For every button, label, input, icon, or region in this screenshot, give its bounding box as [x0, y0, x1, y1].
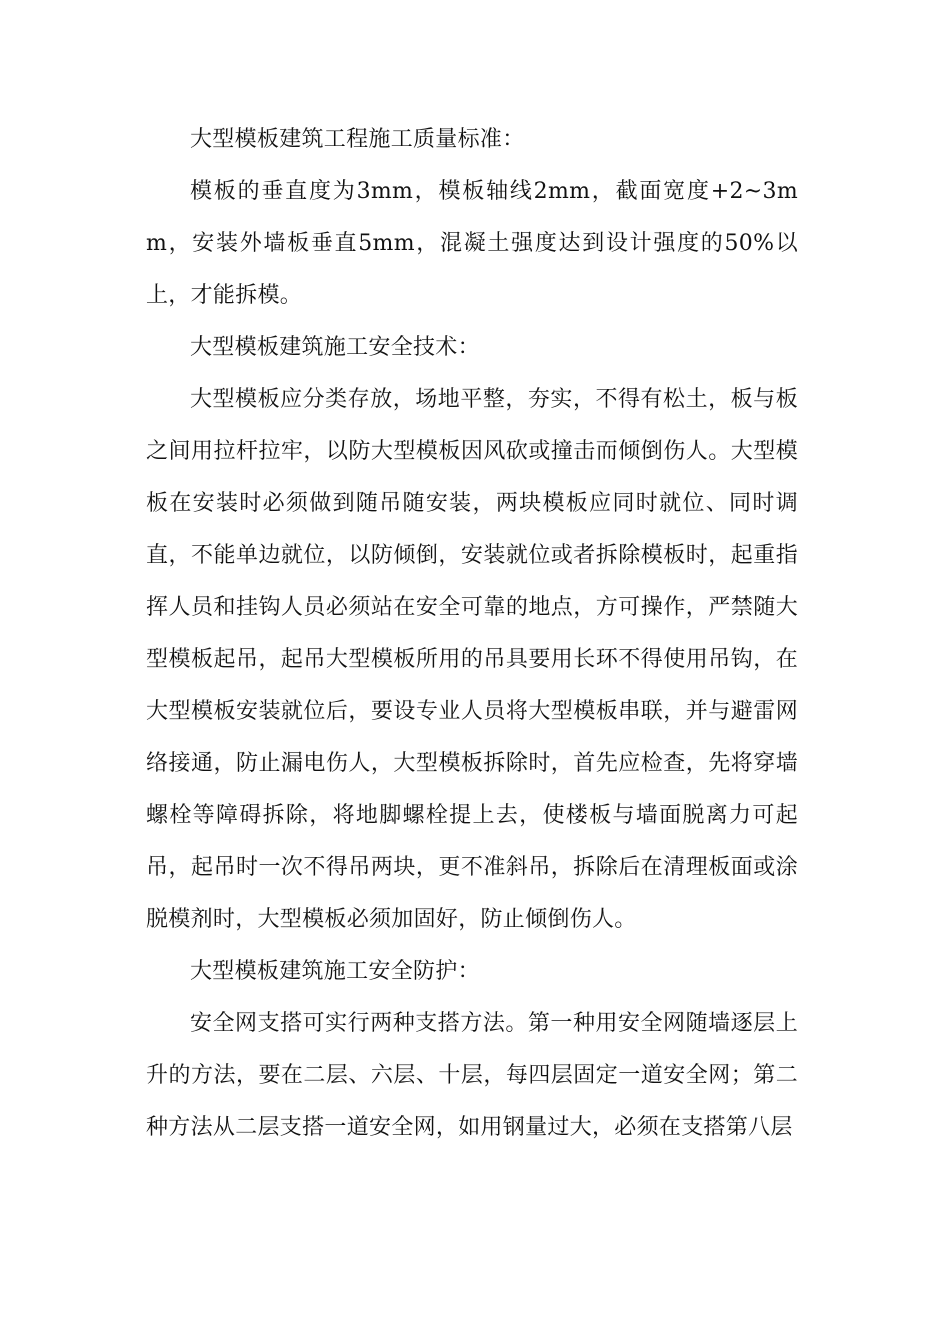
heading-safety-technique: 大型模板建筑施工安全技术：	[190, 335, 480, 360]
document-body	[146, 114, 798, 1154]
heading-quality-standard: 大型模板建筑工程施工质量标准：	[190, 127, 525, 152]
heading-safety-protection: 大型模板建筑施工安全防护：	[190, 959, 480, 984]
paragraph-safety-protection-details: 安全网支搭可实行两种支搭方法。第一种用安全网随墙逐层上升的方法，要在二层、六层、十层，每四层固定一道安全网；第二种方法从二层支搭一道安全网，如用钢量过大，必须在支搭第八层	[146, 1011, 798, 1140]
paragraph-safety-technique-details: 大型模板应分类存放，场地平整，夯实，不得有松土，板与板之间用拉杆拉牢，以防大型模板因风砍或撞击而倾倒伤人。大型模板在安装时必须做到随吊随安装，两块模板应同时就位、同时调直，不能单边就位，以防倾倒，安装就位或者拆除模板时，起重指挥人员和挂钩人员必须站在安全可靠的地点，方可操作，严禁随大型模板起吊，起吊大型模板所用的吊具要用长环不得使用吊钩，在大型模板安装就位后，要设专业人员将大型模板串联，并与避雷网络接通，防止漏电伤人，大型模板拆除时，首先应检查，先将穿墙螺栓等障碍拆除，将地脚螺栓提上去，使楼板与墙面脱离力可起吊，起吊时一次不得吊两块，更不准斜吊，拆除后在清理板面或涂脱模剂时，大型模板必须加固好，防止倾倒伤人。	[146, 387, 798, 932]
paragraph-quality-details: 模板的垂直度为3mm，模板轴线2mm，截面宽度+2~3mm，安装外墙板垂直5mm，混凝土强度达到设计强度的50%以上，才能拆模。	[146, 179, 798, 308]
